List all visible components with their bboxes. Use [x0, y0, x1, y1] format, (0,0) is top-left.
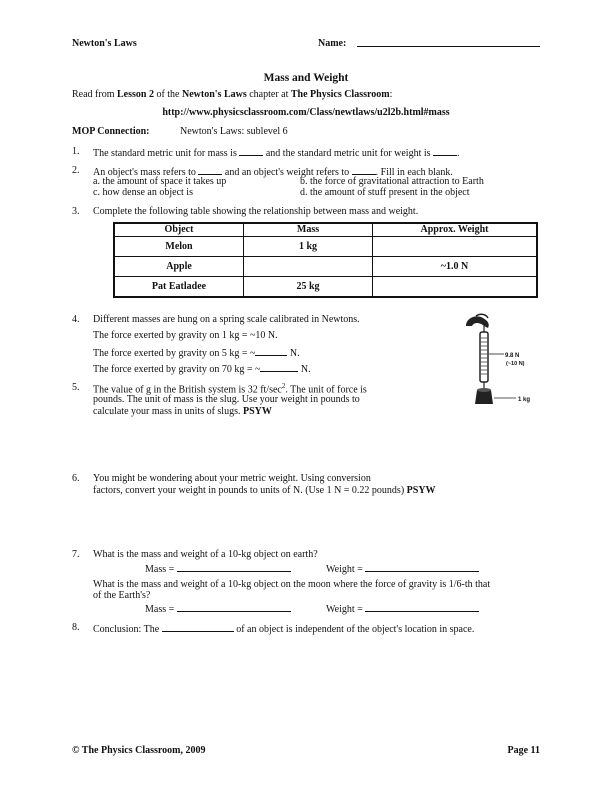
q1-blank-weight[interactable] [433, 146, 457, 156]
q7-moon-mass-label: Mass = [145, 604, 175, 615]
mass-weight-table [113, 222, 538, 298]
q5-line-2: pounds. The unit of mass is the slug. Use your weight in pounds to [93, 394, 360, 405]
spring-scale-figure [436, 312, 546, 412]
q7-moon-mass [145, 602, 291, 616]
q5-psyw: PSYW [242, 406, 272, 417]
table-row [114, 237, 537, 257]
table-header-mass: Mass [244, 223, 373, 237]
q7-number: 7. [72, 549, 80, 560]
q7-moon-weight-blank[interactable] [365, 602, 479, 612]
mass-top-icon [477, 388, 491, 392]
q6-number: 6. [72, 473, 80, 484]
q8-text-a: Conclusion: The [93, 624, 160, 635]
q7-moon-mass-blank[interactable] [177, 602, 291, 612]
intro-text: : [389, 89, 393, 100]
intro-text: Read from [72, 89, 117, 100]
q2-option-d: d. the amount of stuff present in the object [300, 187, 470, 198]
q5-line-3-text: calculate your mass in units of slugs. [93, 406, 243, 417]
q6-line-1: You might be wondering about your metric weight. Using conversion [93, 473, 371, 484]
q7-text-moon: What is the mass and weight of a 10-kg object on the moon where the force of gravity is 1/6-th that [93, 579, 491, 590]
intro-line [72, 89, 392, 101]
page-title: Mass and Weight [263, 72, 349, 84]
q7-earth-mass-label: Mass = [145, 564, 175, 575]
q6-line-2-text: factors, convert your weight in pounds to units of N. (Use 1 N = 0.22 pounds) [93, 485, 407, 496]
table-header-row [114, 223, 537, 237]
q2-blank-mass[interactable] [198, 165, 222, 175]
table-cell-mass: 25 kg [244, 277, 373, 298]
q5-line-3 [93, 406, 272, 418]
intro-site: The Physics Classroom [290, 89, 390, 100]
header-chapter: Newton's Laws [72, 38, 137, 49]
q2-text-a: An object's mass refers to [93, 167, 196, 178]
table-cell-object: Melon [114, 237, 244, 257]
q7-earth-mass-blank[interactable] [177, 562, 291, 572]
q3-number: 3. [72, 206, 80, 217]
q1-text-b: and the standard metric unit for weight is [265, 148, 431, 159]
q4-line-5kg-unit: N. [287, 348, 300, 359]
table-header-object: Object [114, 223, 244, 237]
table-cell-weight: ~1.0 N [373, 257, 538, 277]
q2-option-c: c. how dense an object is [93, 187, 193, 198]
q7-earth-weight-blank[interactable] [365, 562, 479, 572]
table-cell-weight[interactable] [373, 277, 538, 298]
table-row [114, 277, 537, 298]
q1-text [93, 146, 460, 160]
q7-earth-weight-label: Weight = [326, 564, 363, 575]
reading-label: 9.8 N [505, 353, 520, 359]
q4-text: Different masses are hung on a spring scale calibrated in Newtons. [93, 314, 360, 325]
reading-approx-label: (~10 N) [506, 361, 525, 367]
q1-text-end: . [457, 148, 460, 159]
q5-line-1-end: . The unit of force is [285, 384, 367, 396]
q8-blank[interactable] [162, 622, 234, 632]
q4-line-5kg-text: The force exerted by gravity on 5 kg = ~ [93, 348, 256, 359]
intro-lesson: Lesson 2 [117, 89, 154, 100]
table-cell-weight[interactable] [373, 237, 538, 257]
intro-text: of the [153, 89, 182, 100]
q7-moon-weight [326, 602, 479, 616]
q5-line-1-text: The value of g in the British system is 32 ft/sec [93, 384, 282, 396]
q3-text: Complete the following table showing the relationship between mass and weight. [93, 206, 419, 217]
table-header-weight: Approx. Weight [373, 223, 538, 237]
q2-option-b: b. the force of gravitational attraction to Earth [300, 176, 484, 187]
q4-blank-5kg[interactable] [255, 346, 287, 356]
q7-moon-weight-label: Weight = [326, 604, 363, 615]
q6-line-2 [93, 485, 436, 497]
q1-blank-mass[interactable] [239, 146, 263, 156]
q4-line-5kg [93, 346, 300, 360]
lesson-url[interactable]: http://www.physicsclassroom.com/Class/newtlaws/u2l2b.html#mass [162, 107, 450, 118]
q7-earth-mass [145, 562, 291, 576]
table-cell-object: Pat Eatladee [114, 277, 244, 298]
table-cell-object: Apple [114, 257, 244, 277]
q2-text-b: and an object's weight refers to [224, 167, 350, 178]
q4-blank-70kg[interactable] [260, 362, 298, 372]
name-label: Name: [318, 38, 347, 49]
spring-scale-body [480, 332, 488, 382]
q2-option-a: a. the amount of space it takes up [93, 176, 227, 187]
mop-label: MOP Connection: [72, 126, 150, 137]
q8-text [93, 622, 474, 636]
hand-icon [466, 316, 489, 328]
footer-copyright: © The Physics Classroom, 2009 [72, 745, 206, 756]
intro-chapter: Newton's Laws [182, 89, 247, 100]
q2-text-c: . Fill in each blank. [375, 167, 453, 178]
table-cell-mass[interactable] [244, 257, 373, 277]
q7-text-earth: What is the mass and weight of a 10-kg object on earth? [93, 549, 318, 560]
mop-value: Newton's Laws: sublevel 6 [180, 126, 288, 137]
q7-earth-weight [326, 562, 479, 576]
q4-line-1kg: The force exerted by gravity on 1 kg = ~10 N. [93, 330, 278, 341]
footer-page-number: Page 11 [507, 745, 540, 756]
q8-text-b: of an object is independent of the object's location in space. [236, 624, 475, 635]
mass-block-icon [475, 390, 493, 404]
q1-number: 1. [72, 146, 80, 157]
table-cell-mass: 1 kg [244, 237, 373, 257]
q1-text-a: The standard metric unit for mass is [93, 148, 237, 159]
q4-number: 4. [72, 314, 80, 325]
table-row [114, 257, 537, 277]
q2-number: 2. [72, 165, 80, 176]
q8-number: 8. [72, 622, 80, 633]
q7-text-moon-2: of the Earth's? [93, 590, 151, 601]
q4-line-70kg-unit: N. [298, 364, 311, 375]
name-field-line[interactable] [357, 46, 540, 47]
q6-psyw: PSYW [406, 485, 436, 496]
intro-text: chapter at [246, 89, 291, 100]
q5-superscript: 2 [281, 382, 286, 390]
q4-line-70kg-text: The force exerted by gravity on 70 kg = ~ [93, 364, 261, 375]
mass-label: 1 kg [518, 397, 531, 403]
q2-blank-weight[interactable] [352, 165, 376, 175]
q5-number: 5. [72, 382, 80, 393]
q4-line-70kg [93, 362, 311, 376]
